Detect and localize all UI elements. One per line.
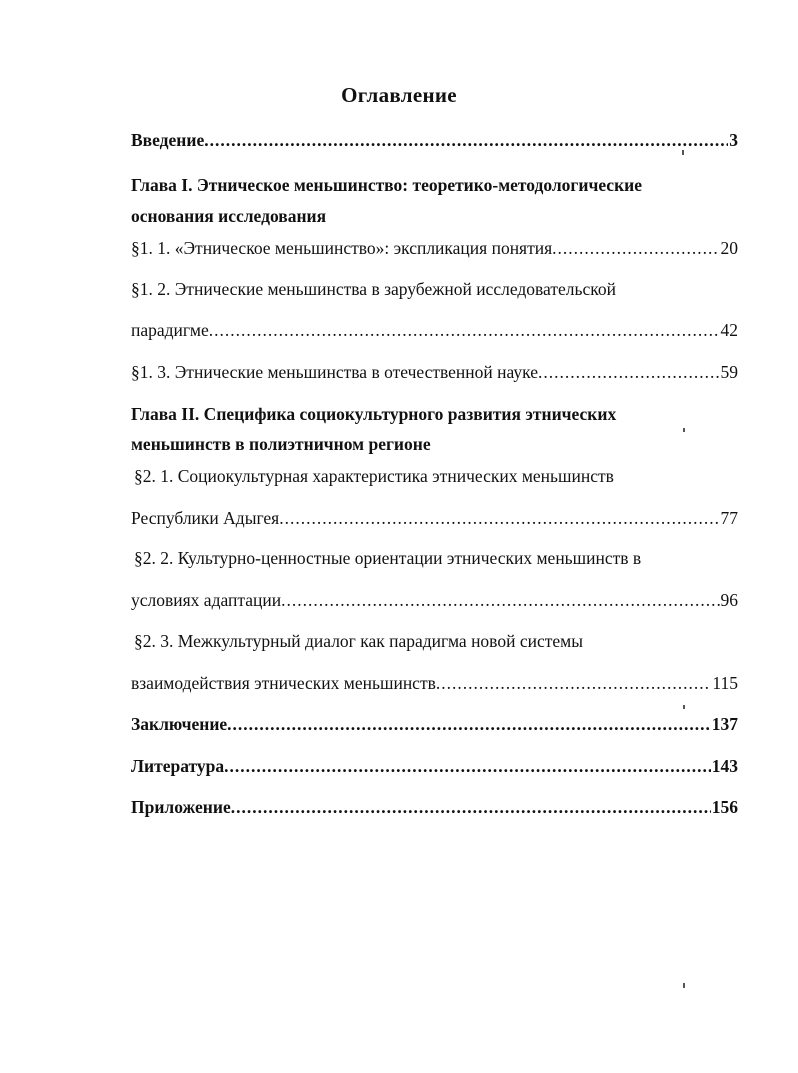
toc-entry-section-2-1-line1: §2. 1. Социокультурная характеристика этнических меньшинств <box>134 466 614 486</box>
toc-entry-label: Республики Адыгея <box>131 508 280 528</box>
chapter-2-heading-line1: Глава II. Специфика социокультурного развития этнических <box>131 404 617 424</box>
toc-entry-section-2-3 <box>131 672 738 694</box>
toc-entry-section-2-3-line1: §2. 3. Межкультурный диалог как парадигма новой системы <box>134 631 583 651</box>
toc-page-number: 143 <box>711 756 738 776</box>
dot-leader <box>224 755 711 777</box>
dot-leader <box>538 361 720 383</box>
scan-speck <box>682 150 684 155</box>
toc-entry-label: §1. 3. Этнические меньшинства в отечественной науке <box>131 362 538 382</box>
scan-speck <box>683 705 685 709</box>
toc-page-number: 20 <box>720 238 738 258</box>
toc-entry-section-1-3 <box>131 361 738 383</box>
toc-entry-literature <box>131 755 738 777</box>
chapter-1-heading-line2: основания исследования <box>131 206 327 226</box>
scan-speck <box>683 983 685 988</box>
toc-page-number: 42 <box>720 320 738 340</box>
toc-entry-section-1-1 <box>131 237 738 259</box>
dot-leader <box>204 129 728 151</box>
dot-leader <box>281 589 719 611</box>
toc-entry-section-2-2 <box>131 589 738 611</box>
toc-entry-label: условиях адаптации <box>131 590 282 610</box>
toc-page-number: 59 <box>720 362 738 382</box>
toc-entry-section-1-2 <box>131 319 738 341</box>
toc-page-number: 77 <box>720 508 738 528</box>
toc-entry-appendix <box>131 796 738 818</box>
dot-leader <box>227 713 711 735</box>
toc-entry-label: Заключение <box>131 714 228 734</box>
toc-page-number: 137 <box>711 714 738 734</box>
toc-entry-section-1-2-line1: §1. 2. Этнические меньшинства в зарубежной исследовательской <box>131 279 616 299</box>
dot-leader <box>209 319 720 341</box>
toc-entry-label: Литература <box>131 756 225 776</box>
toc-entry-label: парадигме <box>131 320 209 340</box>
toc-entry-section-2-2-line1: §2. 2. Культурно-ценностные ориентации этнических меньшинств в <box>134 548 642 568</box>
chapter-1-heading-line1: Глава I. Этническое меньшинство: теоретико-методологические <box>131 175 643 195</box>
toc-page-number: 3 <box>729 130 738 150</box>
scan-speck <box>683 428 685 432</box>
dot-leader <box>552 237 719 259</box>
toc-entry-label: взаимодействия этнических меньшинств <box>131 673 436 693</box>
chapter-2-heading-line2: меньшинств в полиэтничном регионе <box>131 434 431 454</box>
toc-entry-section-2-1 <box>131 507 738 529</box>
toc-page-number: 115 <box>712 673 738 693</box>
toc-entry-label: Введение <box>131 130 205 150</box>
toc-entry-intro <box>131 129 738 151</box>
toc-entry-conclusion <box>131 713 738 735</box>
toc-entry-label: §1. 1. «Этническое меньшинство»: экспликация понятия <box>131 238 553 258</box>
toc-page-number: 156 <box>711 797 738 817</box>
dot-leader <box>279 507 719 529</box>
toc-entry-label: Приложение <box>131 797 231 817</box>
toc-page-number: 96 <box>720 590 738 610</box>
dot-leader <box>436 672 712 694</box>
dot-leader <box>231 796 711 818</box>
page-title: Оглавление <box>341 83 457 107</box>
